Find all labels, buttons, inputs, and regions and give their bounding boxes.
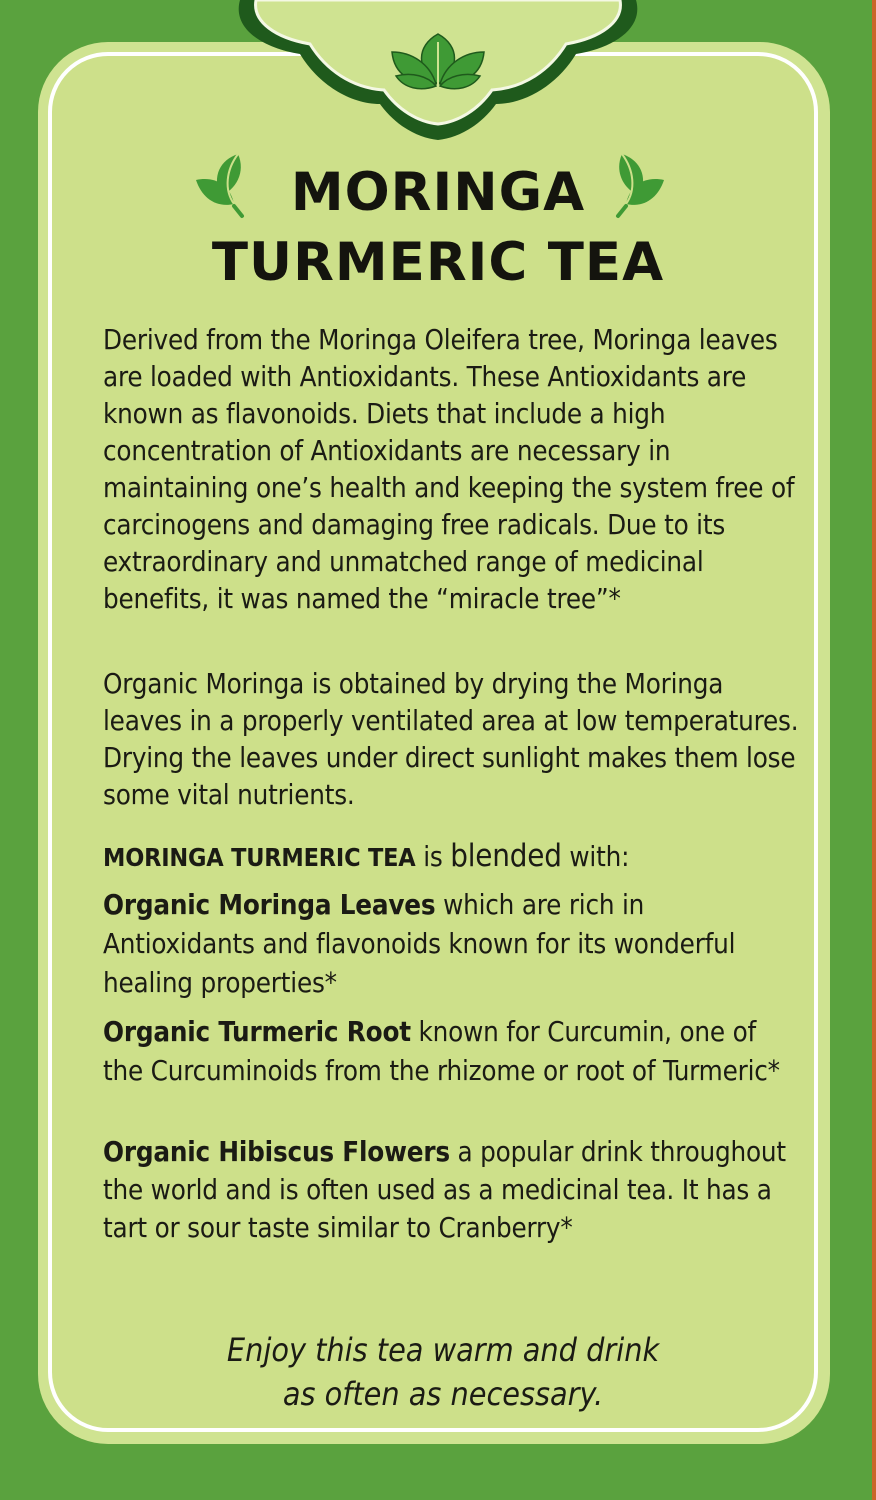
top-crest: [0, 0, 876, 150]
ingredient-description: known for Curcumin, one of the Curcuminoids from the rhizome or root of Turmeric*: [103, 1016, 780, 1087]
ingredient-description: a popular drink throughout the world and is often used as a medicinal tea. It has a tart or sour taste similar to Cranberry*: [103, 1136, 786, 1244]
blend-blended: blended: [450, 838, 562, 874]
blend-is: is: [423, 841, 443, 873]
ingredient-item: [103, 1133, 803, 1247]
ingredient-item: [103, 886, 803, 1003]
ingredient-description: which are rich in Antioxidants and flavonoids known for its wonderful healing properties*: [103, 889, 736, 999]
blend-heading: [103, 838, 803, 876]
closing-line-2: as often as necessary.: [282, 1375, 604, 1413]
ingredient-name: Organic Turmeric Root: [103, 1016, 411, 1048]
page-title-line-1: MORINGA: [290, 162, 586, 223]
closing-line-1: Enjoy this tea warm and drink: [226, 1331, 660, 1369]
ingredient-item: [103, 1013, 803, 1091]
intro-text-2: [103, 666, 803, 814]
page-title-line-2: TURMERIC TEA: [211, 232, 665, 293]
intro-paragraph-2: Organic Moringa is obtained by drying the Moringa leaves in a properly ventilated area at low temperatures. Drying the leaves under direct sunlight makes them lose some vital nutrients.: [103, 668, 799, 811]
ingredient-name: Organic Moringa Leaves: [103, 889, 436, 921]
blend-product-name: MORINGA TURMERIC TEA: [103, 843, 416, 872]
intro-text: [103, 322, 803, 618]
ingredient-name: Organic Hibiscus Flowers: [103, 1136, 450, 1168]
intro-paragraph-1: Derived from the Moringa Oleifera tree, Moringa leaves are loaded with Antioxidants. These Antioxidants are known as flavonoids. Diets that include a high concentration of Antioxidants are necessary in maintaining one’s health and keeping the system free of carcinogens and damaging free radicals. Due to its extraordinary and unmatched range of medicinal benefits, it was named the “miracle tree”*: [103, 324, 795, 615]
blend-with: with:: [569, 841, 630, 873]
